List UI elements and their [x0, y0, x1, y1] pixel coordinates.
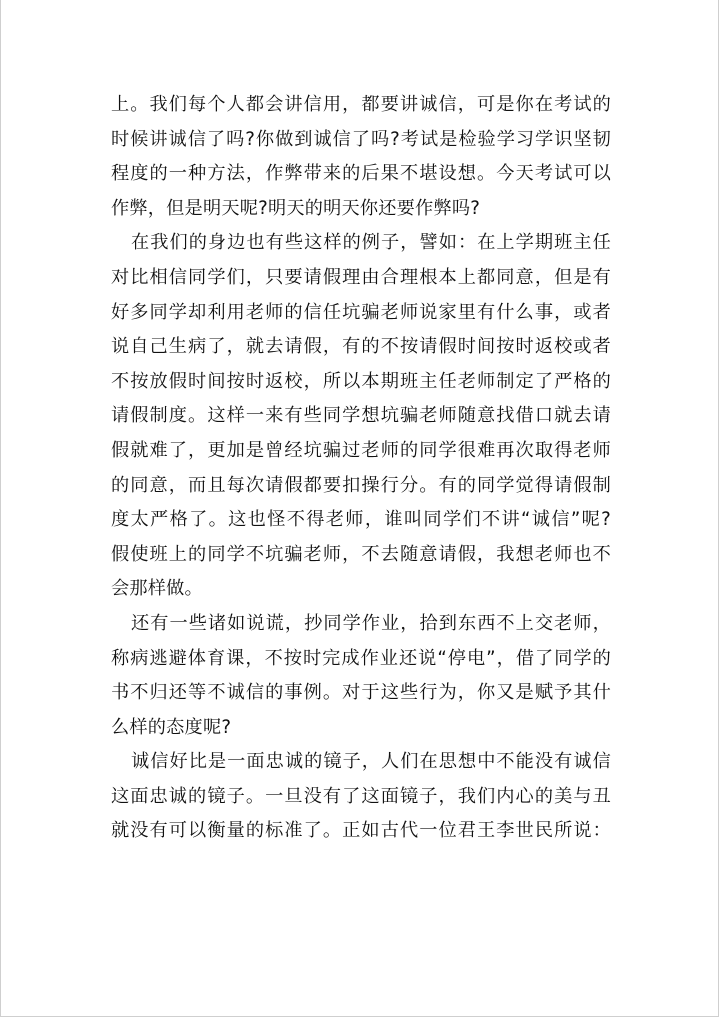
text-line: 假使班上的同学不坑骗老师，不去随意请假，我想老师也不 — [111, 543, 611, 565]
text-line: 么样的态度呢? — [111, 716, 232, 738]
text-line: 书不归还等不诚信的事例。对于这些行为，你又是赋予其什 — [111, 682, 611, 704]
text-line: 说自己生病了，就去请假，有的不按请假时间按时返校或者 — [111, 336, 611, 358]
text-line: 假就难了，更加是曾经坑骗过老师的同学很难再次取得老师 — [111, 439, 611, 461]
text-line: 会那样做。 — [111, 578, 203, 600]
text-line: 称病逃避体育课，不按时完成作业还说“停电”，借了同学的 — [111, 647, 611, 669]
text-line: 请假制度。这样一来有些同学想坑骗老师随意找借口就去请 — [111, 405, 611, 427]
text-line: 在我们的身边也有些这样的例子，譬如：在上学期班主任 — [131, 232, 611, 254]
text-line: 对比相信同学们，只要请假理由合理根本上都同意，但是有 — [111, 266, 611, 288]
text-line: 这面忠诚的镜子。一旦没有了这面镜子，我们内心的美与丑 — [111, 785, 611, 807]
text-line: 程度的一种方法，作弊带来的后果不堪设想。今天考试可以 — [111, 163, 611, 185]
text-line: 诚信好比是一面忠诚的镜子，人们在思想中不能没有诚信 — [131, 751, 611, 773]
text-line: 上。我们每个人都会讲信用，都要讲诚信，可是你在考试的 — [111, 94, 611, 115]
text-line: 度太严格了。这也怪不得老师，谁叫同学们不讲“诚信”呢? — [111, 509, 611, 531]
text-line: 作弊，但是明天呢?明天的明天你还要作弊吗? — [111, 197, 481, 219]
text-line: 就没有可以衡量的标准了。正如古代一位君王李世民所说： — [111, 820, 611, 842]
text-line: 好多同学却利用老师的信任坑骗老师说家里有什么事，或者 — [111, 301, 611, 323]
text-line: 的同意，而且每次请假都要扣操行分。有的同学觉得请假制 — [111, 474, 611, 496]
text-line: 不按放假时间按时返校，所以本期班主任老师制定了严格的 — [111, 370, 611, 392]
text-line: 时候讲诚信了吗?你做到诚信了吗?考试是检验学习学识坚韧 — [111, 128, 611, 150]
document-body — [111, 88, 611, 849]
text-line: 还有一些诸如说谎，抄同学作业，拾到东西不上交老师， — [131, 612, 611, 634]
